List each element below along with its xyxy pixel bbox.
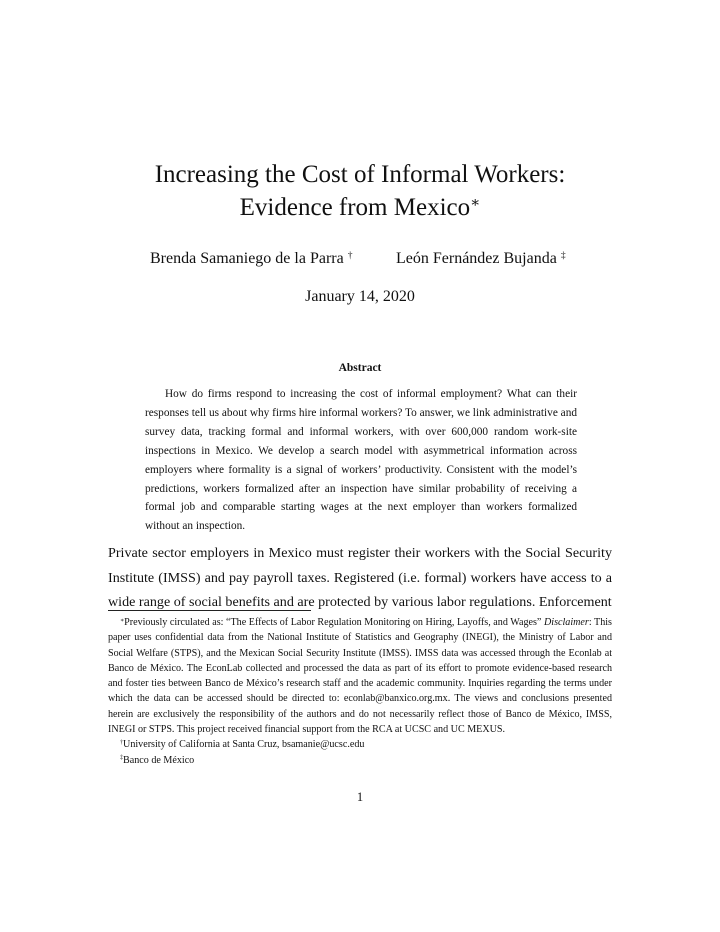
title-line-2: Evidence from Mexico∗ — [239, 194, 481, 221]
body-paragraph: Private sector employers in Mexico must register their workers with the Social Security Institute (IMSS) and pay payroll taxes. Registered (i.e. formal) workers have access to a wide range of social benefits and are protected by various labor regulations. Enforcement — [108, 545, 612, 611]
footnote-1-disclaimer: : This paper uses confidential data from the National Institute of Statistics and Geography (INEGI), the Ministry of Labor and Social Welfare (STPS), and the Mexican Social Security Institute (IMSS). IMSS data was accessed through the Econlab at Banco de México. The EconLab collected and processed the data as part of its effort to promote evidence-based research and foster ties between Banco de México’s research staff and the academic community. Inquiries regarding the terms under which the data can be accessed should be directed to: econlab@banxico.org.mx. The views and conclusions presented herein are exclusively the responsibility of the authors and do not necessarily reflect those of Banco de México, IMSS, INEGI or STPS. This project received financial support from the RCA at UCSC and UC MEXUS. — [108, 617, 612, 736]
title-line-1: Increasing the Cost of Informal Workers: — [154, 161, 566, 188]
footnote-2-marker: † — [120, 740, 124, 747]
title-footnote-marker: ∗ — [470, 194, 481, 211]
footnotes — [108, 615, 612, 768]
footnote-1-line1: Previously circulated as: “The Effects of Labor Regulation Monitoring on Hiring, Layoffs, and Wages” — [124, 617, 542, 628]
footnote-3 — [108, 753, 612, 768]
paper-title — [0, 158, 720, 224]
footnote-3-text: Banco de México — [123, 754, 195, 766]
footnote-3-marker: ‡ — [120, 755, 124, 762]
author-2-marker: ‡ — [560, 249, 566, 261]
abstract-text: How do firms respond to increasing the cost of informal employment? What can their responses tell us about why firms hire informal workers? To answer, we link administrative and survey data, tracking formal and informal workers, with over 600,000 random work-site inspections in Mexico. We develop a search model with asymmetrical information across employers where formality is a signal of workers’ productivity. Consistent with the model’s predictions, workers formalized after an inspection have similar probability of receiving a formal job and comparable starting wages at the next employer than workers formalized without an inspection. — [145, 388, 577, 533]
abstract-heading: Abstract — [338, 362, 382, 374]
author-1-name: Brenda Samaniego de la Parra — [150, 250, 344, 267]
footnote-2-text: University of California at Santa Cruz, bsamanie@ucsc.edu — [123, 739, 365, 751]
footnote-1 — [108, 615, 612, 737]
footnote-2 — [108, 737, 612, 752]
footnote-1-marker: ∗ — [120, 617, 125, 624]
author-1-marker: † — [347, 249, 353, 261]
disclaimer-label: Disclaimer — [543, 617, 589, 628]
paper-date: January 14, 2020 — [305, 288, 415, 305]
author-2 — [396, 249, 566, 269]
author-2-name: León Fernández Bujanda — [396, 250, 557, 267]
author-1 — [150, 249, 353, 269]
page-number: 1 — [356, 790, 364, 804]
footnote-rule — [108, 610, 311, 611]
